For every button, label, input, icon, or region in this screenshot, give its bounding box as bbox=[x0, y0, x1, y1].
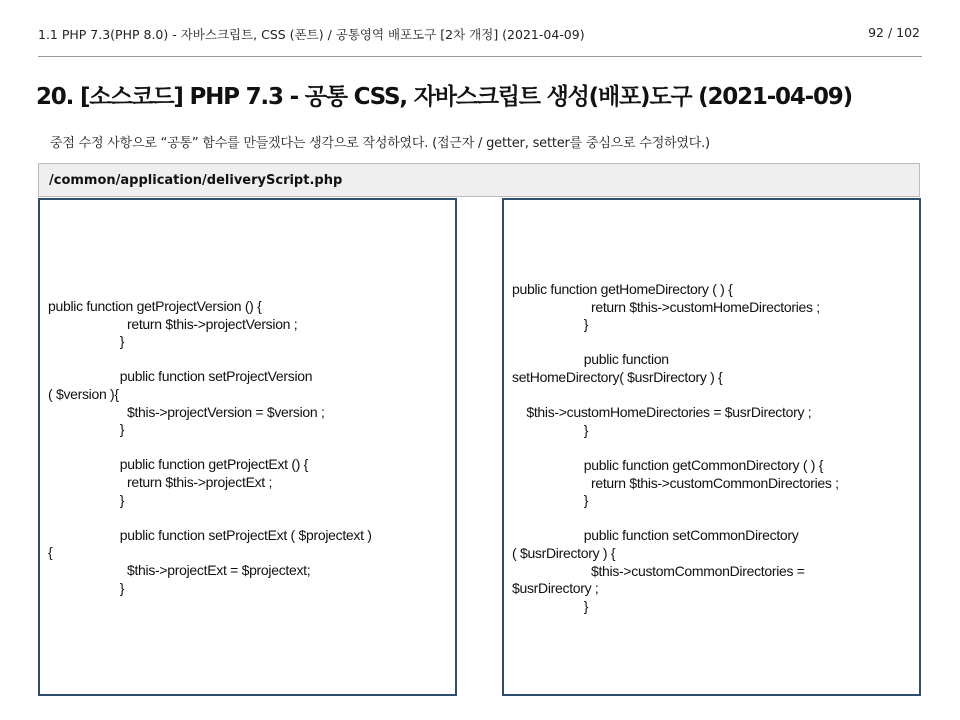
code-block-right: public function getHomeDirectory ( ) { return $this->customHomeDirectories ; } public function setHomeDirectory( $usrDirectory ) { $this->customHomeDirectories = $usrDirectory ; } public function getCommonDirectory ( ) { return $this->customCommonDirectories ; } public function setCommonDirectory ( $usrDirectory ) { $this->customCommonDirectories = $usrDirectory ; } bbox=[512, 281, 839, 614]
page-number: 92 / 102 bbox=[868, 25, 920, 40]
file-path: /common/application/deliveryScript.php bbox=[49, 173, 343, 188]
header-divider bbox=[38, 56, 922, 57]
code-panel-left bbox=[38, 198, 457, 696]
code-panel-right bbox=[502, 198, 921, 696]
file-path-bar bbox=[38, 163, 920, 197]
code-block-left: public function getProjectVersion () { return $this->projectVersion ; } public function setProjectVersion ( $version ){ $this->projectVersion = $version ; } public function getProjectExt () { return $this->projectExt ; } public function setProjectExt ( $projectext ) { $this->projectExt = $projectext; } bbox=[48, 298, 372, 596]
intro-text: 중점 수정 사항으로 “공통” 함수를 만들겠다는 생각으로 작성하였다. (접근자 / getter, setter를 중심으로 수정하였다.) bbox=[50, 136, 710, 151]
page-title: 20. [소스코드] PHP 7.3 - 공통 CSS, 자바스크립트 생성(배포)도구 (2021-04-09) bbox=[36, 84, 852, 110]
header-section-title: 1.1 PHP 7.3(PHP 8.0) - 자바스크립트, CSS (폰트) / 공통영역 배포도구 [2차 개정] (2021-04-09) bbox=[38, 27, 585, 42]
